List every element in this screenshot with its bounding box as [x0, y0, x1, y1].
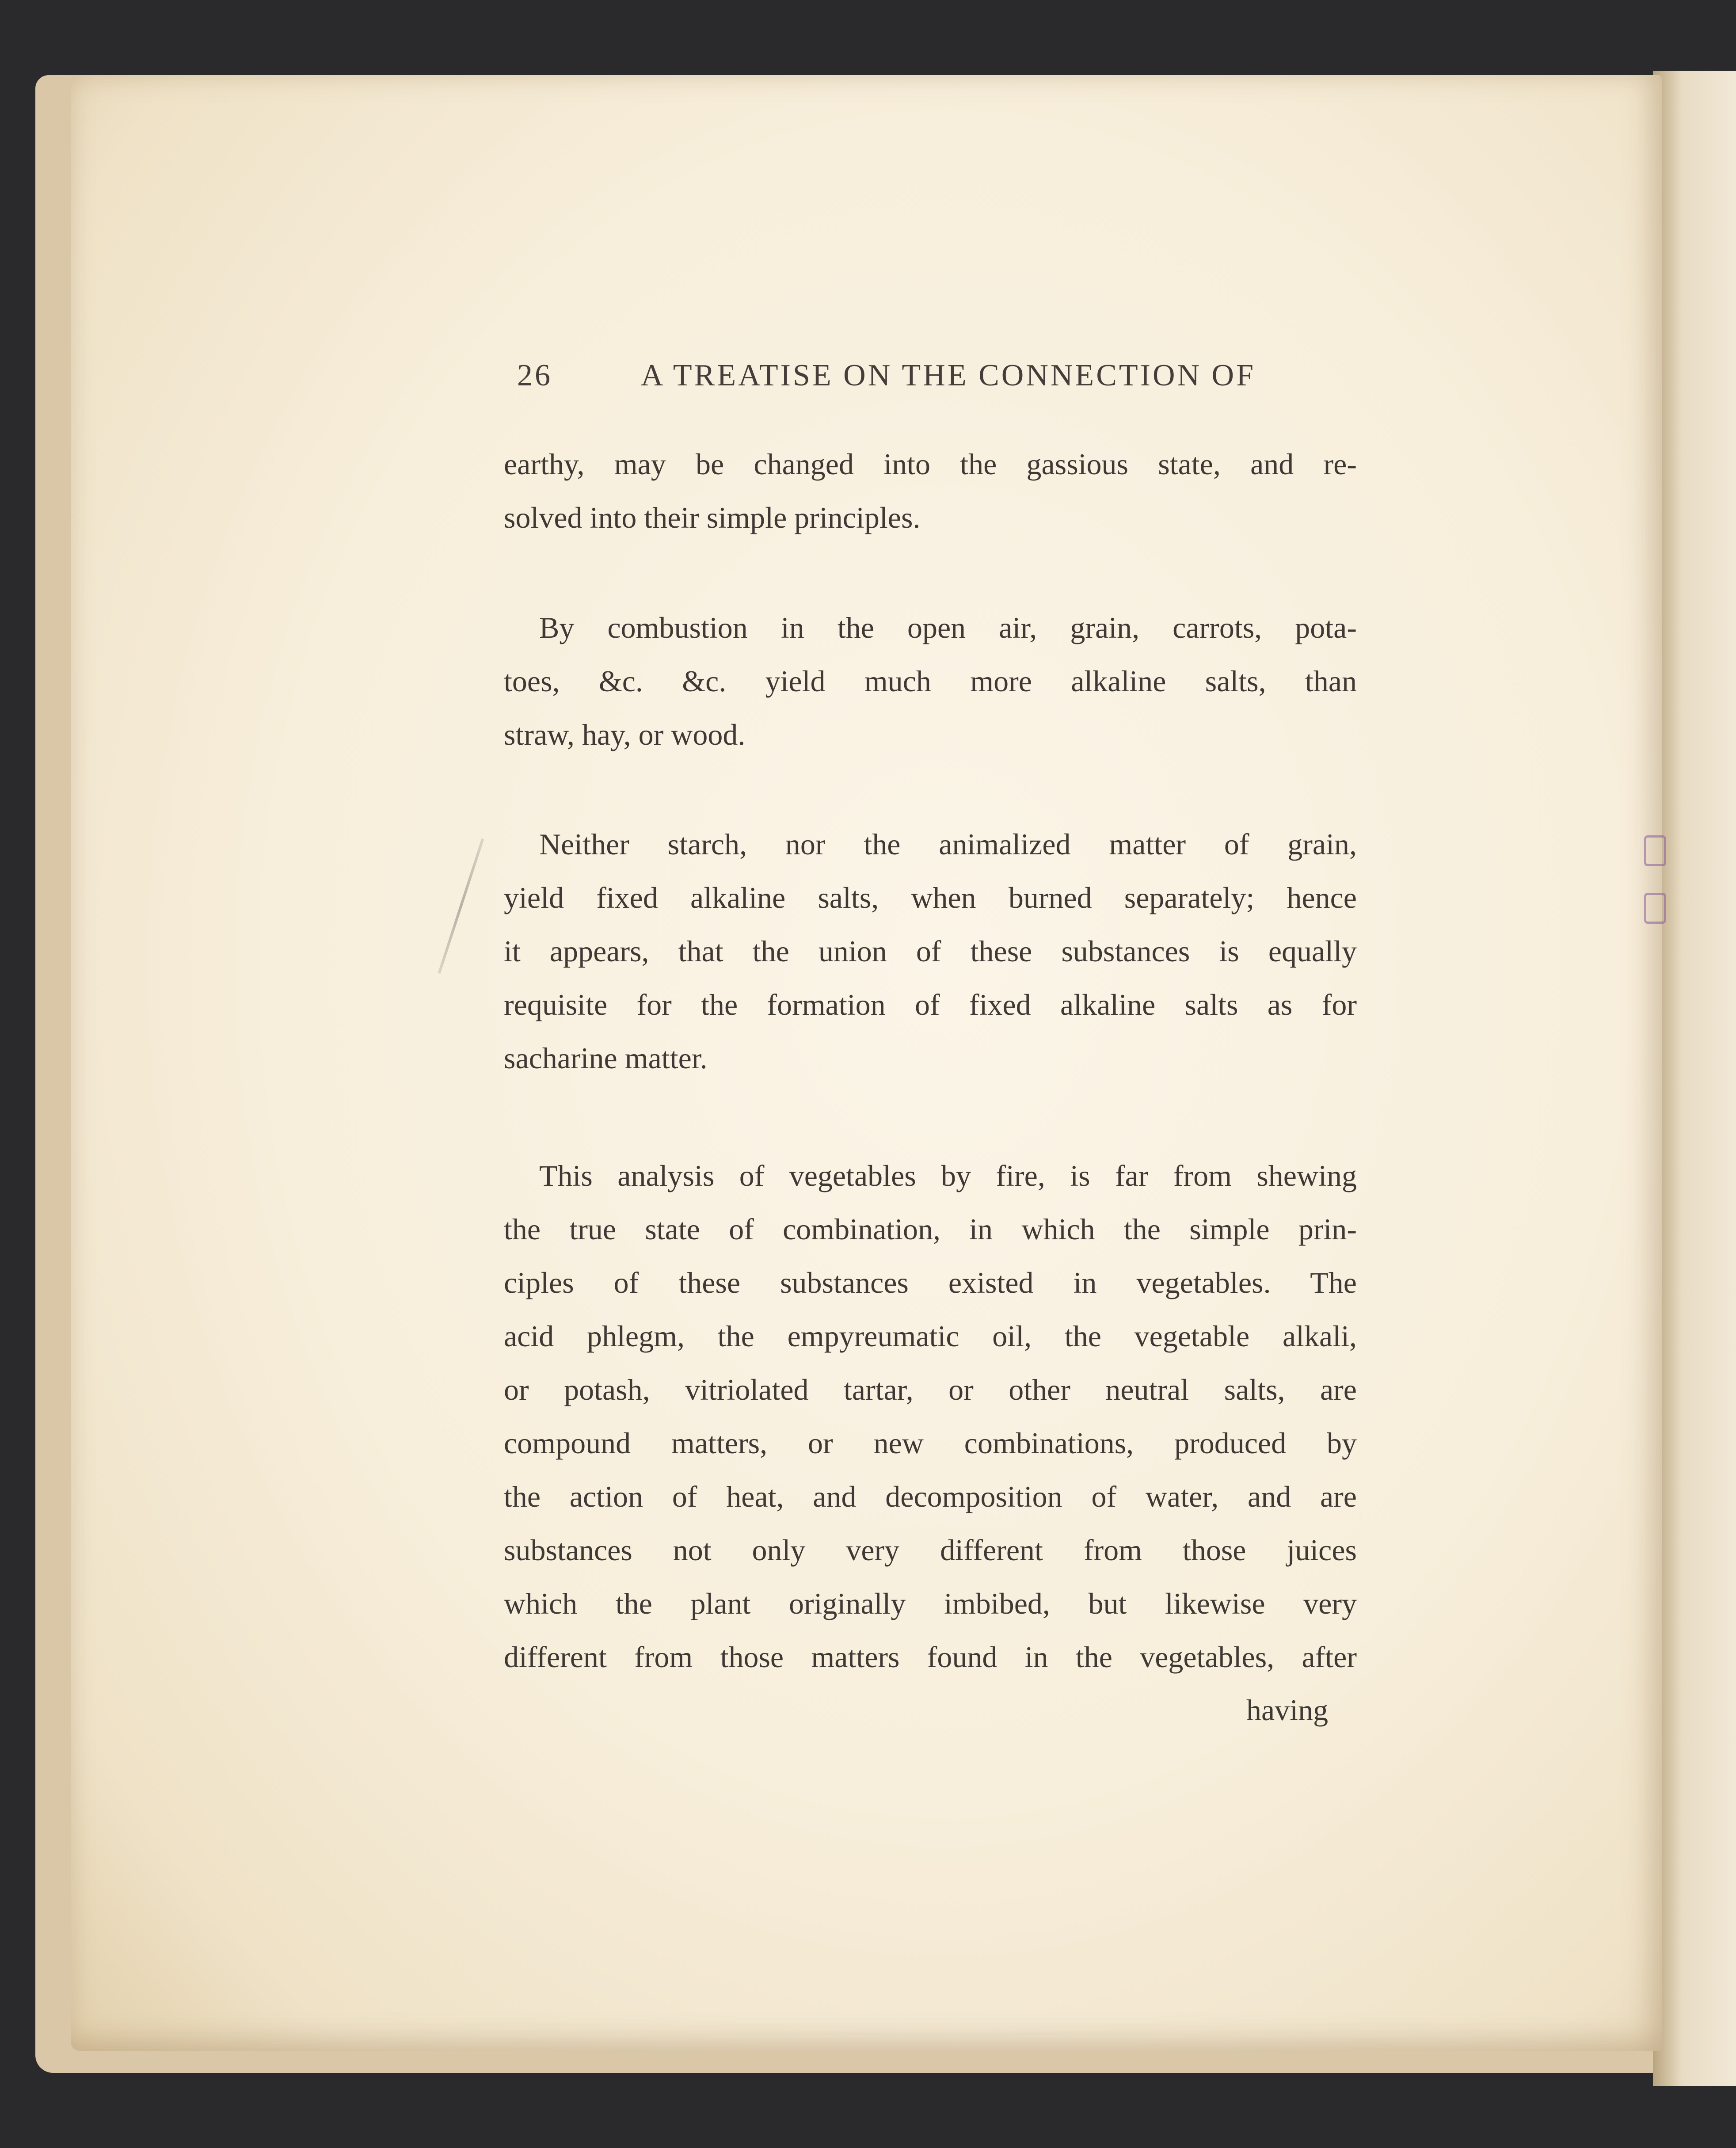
- text-line: yield fixed alkaline salts, when burned separately; hence: [504, 881, 1357, 914]
- text-line: different from those matters found in the vegetables, after: [504, 1640, 1357, 1674]
- text-line: the action of heat, and decomposition of water, and are: [504, 1480, 1357, 1513]
- text-line: or potash, vitriolated tartar, or other neutral salts, are: [504, 1373, 1357, 1406]
- paragraph-4: [504, 1149, 1357, 1684]
- facing-page-edge: [1653, 71, 1736, 2086]
- page-number: 26: [517, 358, 552, 392]
- library-stamp-fragment: [1640, 826, 1666, 959]
- paragraph-2: [504, 601, 1357, 762]
- text-line: requisite for the formation of fixed alkaline salts as for: [504, 988, 1357, 1021]
- text-line: which the plant originally imbibed, but likewise very: [504, 1587, 1357, 1620]
- text-line: ciples of these substances existed in vegetables. The: [504, 1266, 1357, 1299]
- text-line: the true state of combination, in which the simple prin-: [504, 1212, 1357, 1246]
- text-line: acid phlegm, the empyreumatic oil, the vegetable alkali,: [504, 1319, 1357, 1353]
- text-line: straw, hay, or wood.: [504, 718, 746, 751]
- text-line: earthy, may be changed into the gassious state, and re-: [504, 447, 1357, 481]
- running-title: A TREATISE ON THE CONNECTION OF: [641, 358, 1256, 392]
- text-line: By combustion in the open air, grain, carrots, pota-: [539, 611, 1357, 644]
- catchword: having: [1246, 1693, 1329, 1727]
- text-line: substances not only very different from those juices: [504, 1533, 1357, 1567]
- paragraph-3: [504, 818, 1357, 1085]
- text-line: This analysis of vegetables by fire, is far from shewing: [539, 1159, 1357, 1192]
- paragraph-1: [504, 438, 1357, 545]
- text-line: solved into their simple principles.: [504, 501, 921, 534]
- text-line: Neither starch, nor the animalized matter of grain,: [539, 827, 1357, 861]
- text-line: toes, &c. &c. yield much more alkaline salts, than: [504, 664, 1357, 698]
- text-line: it appears, that the union of these substances is equally: [504, 934, 1357, 968]
- text-line: compound matters, or new combinations, produced by: [504, 1426, 1357, 1460]
- text-line: sacharine matter.: [504, 1041, 708, 1075]
